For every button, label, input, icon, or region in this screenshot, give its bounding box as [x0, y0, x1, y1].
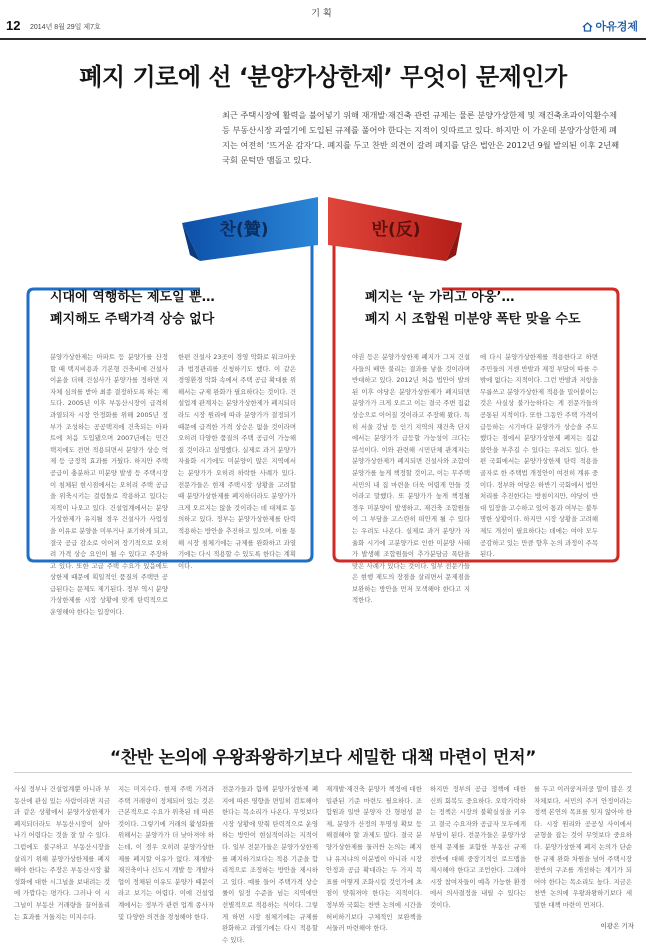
con-title-line2: 폐지 시 조합원 미분양 폭탄 맞을 수도 [365, 312, 581, 327]
body-column-3: 전문가들과 함께 분양가상한제 폐지에 따른 영향을 면밀히 검토해야 한다는 목소리가 나온다. 무엇보다 시장 상황에 맞춰 탄력적으로 운영하는 방안이 현실적이라는 지적이다. 일부 전문가들은 분양가상한제를 폐지하기보다는 적용 기준을 합리적으로 조정하는 방안을 제시하고 있다. 예를 들어 주택가격 상승률이 일정 수준을 넘는 지역에만 선별적으로 적용하는 식이다. 그렇게 하면 시장 침체기에는 규제를 완화하고 과열기에는 다시 적용할 수 있다. [222, 785, 318, 944]
body-column-6: 를 두고 이러쿵저러쿵 말이 많은 것 자체보다, 서민의 주거 안정이라는 정책 본연의 목표를 잊지 않아야 한다. 시장 원리와 공공성 사이에서 균형을 잡는 것이 무엇보다 중요하다. 분양가상한제 폐지 논의가 단순한 규제 완화 차원을 넘어 주택시장 전반의 구조를 개선하는 계기가 되어야 한다는 목소리도 높다. 지금은 찬반 논의에 우왕좌왕하기보다 세밀한 대책 마련이 먼저다. [534, 785, 632, 909]
con-column-1: 야권 등은 분양가상한제 폐지가 그저 건설사들의 배만 불리는 결과를 낳을 것이라며 반대하고 있다. 2012년 처음 법안이 발의된 이후 야당은 분양가상한제가 폐지되면 분양가가 크게 오르고 이는 결국 주변 집값 상승으로 이어질 것이라고 주장해 왔다. 특히 서울 강남 등 인기 지역의 재건축 단지에서는 분양가가 급등할 가능성이 크다는 분석이다. 이와 관련해 시민단체 관계자는 분양가상한제가 폐지되면 건설사와 조합이 분양가를 높게 책정할 것이고, 이는 무주택 서민의 내 집 마련을 더욱 어렵게 만들 것이라고 말했다. 또 분양가가 높게 책정될 경우 미분양이 발생하고, 재건축 조합원들이 그 부담을 고스란히 떠안게 될 수 있다는 우려도 나온다. 실제로 과거 분양가 자율화 시기에 고분양가로 인한 미분양 사태가 발생해 조합원들이 추가분담금 폭탄을 맞은 사례가 있다는 것이다. 일부 전문가들은 현행 제도의 장점을 살리면서 문제점을 보완하는 방안을 먼저 모색해야 한다고 지적한다. [352, 353, 470, 605]
article-subhead: “찬반 논의에 우왕좌왕하기보다 세밀한 대책 마련이 먼저” [109, 748, 537, 768]
pro-title-line1: 시대에 역행하는 제도일 뿐… [50, 290, 215, 305]
article-lead: 최근 주택시장에 활력을 불어넣기 위해 재개발·재건축 관련 규제는 물론 분양가상한제 및 재건축초과이익환수제 등 부동산시장 과열기에 도입된 규제를 풀어야 한다는 지적이 잇따르고 있다. 하지만 이 가운데 분양가상한제 폐지는 여전히 ‘뜨거운 감자’다. 폐지를 두고 찬반 의견이 갈려 폐지를 담은 법안은 2012년 9월 발의된 이후 2년째 국회 문턱만 맴돌고 있다. [222, 110, 620, 165]
house-icon [582, 22, 593, 32]
con-column-2: 에 다시 분양가상한제를 적용한다고 하면 주민들의 거센 반발과 재정 부담이 따를 수밖에 없다는 지적이다. 그런 반발과 저항을 무릅쓰고 분양가상한제 적용을 밀어붙이는 것은 사실상 불가능하다는 게 전문가들의 공통된 지적이다. 또한 그동안 주택 가격이 급등하는 시기마다 분양가가 상승을 주도했다는 점에서 분양가상한제 폐지는 집값 불안을 부추길 수 있다는 우려도 있다. 한편 국회에서는 분양가상한제 탄력 적용을 골자로 한 주택법 개정안이 여전히 계류 중이다. 정부와 여당은 하반기 국회에서 법안 처리를 추진한다는 방침이지만, 야당이 반대 입장을 고수하고 있어 통과 여부는 불투명한 상황이다. 하지만 시장 상황을 고려해 제도 개선이 필요하다는 데에는 여야 모두 공감하고 있는 만큼 향후 논의 과정이 주목된다. [480, 353, 598, 559]
publication-logo [582, 18, 638, 34]
byline: 이광은 기자 [600, 922, 634, 930]
body-column-2: 지는 미지수다. 현재 주택 가격과 주택 거래량이 정체되어 있는 것은 근본적으로 수요가 위축된 데 따른 것이다. 그렇기에 거래의 활성화를 위해서는 분양가가 더 낮아져야 하는데, 이 경우 오히려 분양가상한제를 폐지할 이유가 없다. 재개발·재건축이나 신도시 개발 등 개발사업이 정체된 이유도 분양가 때문이라고 보기는 어렵다. 이에 건설업계에서는 정부가 관련 업계 종사자 및 다양한 의견을 경청해야 한다. [118, 785, 214, 921]
pro-title-line2: 폐지해도 주택가격 상승 없다 [50, 312, 215, 327]
con-title [365, 287, 615, 331]
subhead-divider [14, 772, 632, 773]
pro-title [50, 287, 300, 331]
page-number: 12 [6, 18, 21, 33]
section-label: 기획 [311, 9, 335, 19]
pro-label: 찬(贊) [219, 220, 269, 240]
body-column-4: 재개발·재건축 분양가 책정에 대한 일관된 기준 마련도 필요하다. 조합원과 일반 분양자 간 형평성 문제, 분양가 산정의 투명성 확보 등 해결해야 할 과제도 많다. 결국 분양가상한제를 둘러싼 논의는 폐지냐 유지냐의 이분법이 아니라 시장 안정과 공급 확대라는 두 가지 목표를 어떻게 조화시킬 것인가에 초점이 맞춰져야 한다는 지적이다. 정부와 국회는 찬반 논의에 시간을 허비하기보다 구체적인 보완책을 서둘러 마련해야 한다. [326, 785, 422, 933]
con-title-line1: 폐지는 ‘눈 가리고 아웅’… [365, 290, 515, 305]
article-headline: 폐지 기로에 선 ‘분양가상한제’ 무엇이 문제인가 [79, 63, 567, 91]
pro-column-2: 한편 건설사 23곳이 경영 악화로 워크아웃과 법정관리를 신청하기도 했다. 이 같은 경영환경 악화 속에서 주택 공급 확대를 위해서는 규제 완화가 필요하다는 것이다. 건설업계 관계자는 분양가상한제가 폐지되더라도 시장 원리에 따라 분양가가 결정되기 때문에 급격한 가격 상승은 없을 것이라며 오히려 다양한 품질의 주택 공급이 가능해질 것이라고 설명했다. 실제로 과거 분양가 자율화 시기에도 미분양이 많은 지역에서는 분양가가 오히려 하락한 사례가 있다. 전문가들은 현재 주택시장 상황을 고려할 때 분양가상한제를 폐지하더라도 분양가가 크게 오르지는 않을 것이라는 데 대체로 동의하고 있다. 정부는 분양가상한제를 탄력 적용하는 방안을 추진하고 있으며, 이를 통해 시장 침체기에는 규제를 완화하고 과열기에는 다시 적용할 수 있도록 한다는 계획이다. [178, 353, 296, 570]
con-label: 반(反) [371, 220, 421, 240]
logo-text: 아유경제 [595, 20, 638, 33]
body-column-5: 하지만 정부의 공급 정책에 대한 신뢰 회복도 중요하다. 오락가락하는 정책은 시장의 불확실성을 키우고 결국 수요자와 공급자 모두에게 부담이 된다. 전문가들은 분양가상한제 문제를 포함한 부동산 규제 전반에 대해 중장기적인 로드맵을 제시해야 한다고 조언한다. 그래야 시장 참여자들이 예측 가능한 환경에서 의사결정을 내릴 수 있다는 것이다. [430, 785, 526, 909]
pro-column-1: 분양가상한제는 아파트 등 분양가를 산정할 때 택지비용과 기본형 건축비에 건설사 이윤을 더해 건설사가 분양가를 정하면 지자체 심의를 받아 최종 결정하도록 하는 제도다. 2005년 이후 부동산시장이 급격히 과열되자 시장 안정화를 위해 2005년 정부가 조성하는 공공택지에 건축되는 아파트에 처음 도입됐으며 2007년에는 민간 택지에도 전면 적용되면서 분양가 상승 억제 등 긍정적 효과를 거뒀다. 하지만 주택 공급이 충분하고 미분양 발생 등 주택시장이 침체된 현시점에서는 오히려 주택 공급을 위축시키는 걸림돌로 작용하고 있다는 지적이 나오고 있다. 건설업계에서는 분양가상한제가 유지될 경우 건설사가 사업성을 이유로 분양을 미루거나 포기하게 되고, 결국 공급 감소로 이어져 장기적으로 오히려 가격 상승 요인이 될 수 있다고 주장하고 있다. 또한 고급 주택 수요가 있음에도 상한제 때문에 획일적인 품질의 주택만 공급된다는 문제도 제기된다. 정부 역시 분양가상한제를 시장 상황에 맞게 탄력적으로 운영해야 한다는 입장이다. [50, 353, 168, 617]
page-header [0, 0, 646, 40]
issue-date: 2014년 8월 29일 제7호 [30, 24, 101, 31]
body-column-1: 사실 정부나 건설업계뿐 아니라 부동산에 관심 있는 사람이라면 지금과 같은 상황에서 분양가상한제가 폐지되더라도 부동산시장이 살아나기 어렵다는 것을 잘 알 수 있다. 그럼에도 불구하고 부동산시장을 살리기 위해 분양가상한제를 폐지해야 한다는 주장은 부동산시장 활성화에 대한 시그널을 보내려는 것에 가깝다는 평가다. 그러나 이 시그널이 부동산 거래량을 끌어올리는 효과를 거둘지는 미지수다. [14, 785, 110, 921]
